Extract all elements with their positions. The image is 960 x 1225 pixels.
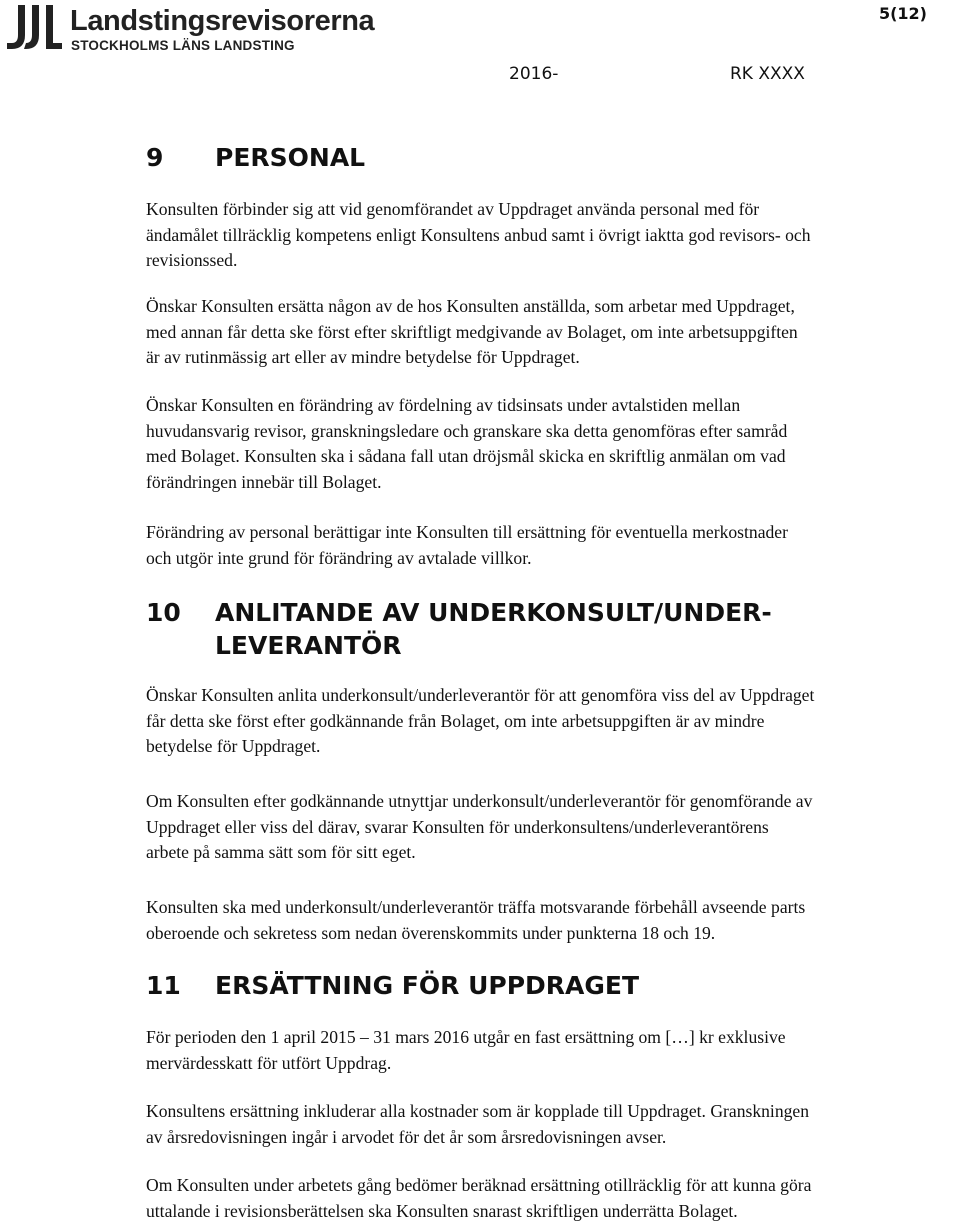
- paragraph-line: förändringen innebär till Bolaget.: [146, 471, 382, 492]
- paragraph-line: Om Konsulten under arbetets gång bedömer beräknad ersättning otillräcklig för att kunna göra: [146, 1175, 812, 1195]
- paragraph-line: får detta ske först efter godkännande från Bolaget, om inte arbetsuppgiften är av mindre: [146, 710, 765, 731]
- paragraph-line: mervärdesskatt för utfört Uppdrag.: [146, 1052, 392, 1073]
- paragraph-line: ändamålet tillräcklig kompetens enligt Konsultens anbud samt i övrigt iaktta god revisors- och: [146, 224, 811, 245]
- section-title: ANLITANDE AV UNDERKONSULT/UNDER-: [215, 598, 772, 627]
- paragraph: [146, 895, 956, 946]
- logo-name: Landstingsrevisorerna: [70, 5, 375, 37]
- section-title: PERSONAL: [215, 143, 366, 172]
- paragraph-line: Konsultens ersättning inkluderar alla kostnader som är kopplade till Uppdraget. Granskningen: [146, 1101, 810, 1121]
- paragraph: [146, 1099, 956, 1150]
- paragraph-line: oberoende och sekretess som nedan överenskommits under punkterna 18 och 19.: [146, 922, 716, 943]
- section-title: ERSÄTTNING FÖR UPPDRAGET: [215, 971, 640, 1000]
- paragraph-line: Önskar Konsulten ersätta någon av de hos Konsulten anställda, som arbetar med Uppdraget,: [146, 296, 795, 316]
- section-number: 9: [146, 143, 164, 172]
- paragraph: [146, 1173, 956, 1224]
- paragraph-line: Förändring av personal berättigar inte Konsulten till ersättning för eventuella merkostnader: [146, 522, 788, 542]
- document-year: 2016-: [509, 64, 559, 84]
- paragraph-line: av årsredovisningen ingår i arvodet för det år som årsredovisningen avser.: [146, 1126, 667, 1147]
- section-number: 11: [146, 971, 181, 1000]
- paragraph: [146, 683, 956, 760]
- paragraph: [146, 789, 956, 866]
- paragraph-line: betydelse för Uppdraget.: [146, 736, 321, 756]
- logo-mark-icon: [4, 2, 64, 54]
- paragraph-line: Om Konsulten efter godkännande utnyttjar underkonsult/underleverantör för genomförande av: [146, 791, 813, 811]
- paragraph: [146, 520, 956, 571]
- logo-subtitle: STOCKHOLMS LÄNS LANDSTING: [71, 38, 295, 53]
- paragraph-line: är av rutinmässig art eller av mindre betydelse för Uppdraget.: [146, 347, 580, 367]
- paragraph-line: och utgör inte grund för förändring av avtalade villkor.: [146, 547, 532, 568]
- paragraph-line: Önskar Konsulten en förändring av fördelning av tidsinsats under avtalstiden mellan: [146, 395, 741, 415]
- document-reference: RK XXXX: [730, 64, 805, 84]
- paragraph-line: med annan får detta ske först efter skriftligt medgivande av Bolaget, om inte arbetsuppgiften: [146, 321, 798, 342]
- paragraph: [146, 1025, 956, 1076]
- section-heading-11: [146, 969, 639, 1002]
- paragraph-line: med Bolaget. Konsulten ska i sådana fall utan dröjsmål skicka en skriftlig anmälan om vad: [146, 446, 786, 466]
- paragraph-line: Uppdraget eller viss del därav, svarar Konsulten för underkonsultens/underleverantörens: [146, 816, 769, 837]
- paragraph-line: uttalande i revisionsberättelsen ska Konsulten snarast skriftligen underrätta Bolaget.: [146, 1200, 738, 1221]
- paragraph-line: Konsulten ska med underkonsult/underleverantör träffa motsvarande förbehåll avseende parts: [146, 897, 806, 917]
- paragraph-line: Konsulten förbinder sig att vid genomförandet av Uppdraget använda personal med för: [146, 199, 760, 219]
- section-heading-10: [146, 596, 772, 662]
- paragraph: [146, 294, 956, 371]
- organization-logo: [4, 2, 384, 54]
- paragraph-line: Önskar Konsulten anlita underkonsult/underleverantör för att genomföra viss del av Uppdraget: [146, 685, 815, 705]
- section-heading-9: [146, 141, 365, 174]
- page-number: 5(12): [878, 4, 927, 23]
- section-title-continued: LEVERANTÖR: [215, 631, 402, 660]
- paragraph-line: För perioden den 1 april 2015 – 31 mars 2016 utgår en fast ersättning om […] kr exklusive: [146, 1027, 786, 1047]
- section-number: 10: [146, 598, 181, 627]
- paragraph: [146, 393, 956, 495]
- paragraph-line: revisionssed.: [146, 250, 238, 270]
- paragraph-line: arbete på samma sätt som för sitt eget.: [146, 842, 416, 862]
- paragraph-line: huvudansvarig revisor, granskningsledare och granskare ska detta genomföras efter samråd: [146, 420, 788, 441]
- paragraph: [146, 197, 956, 274]
